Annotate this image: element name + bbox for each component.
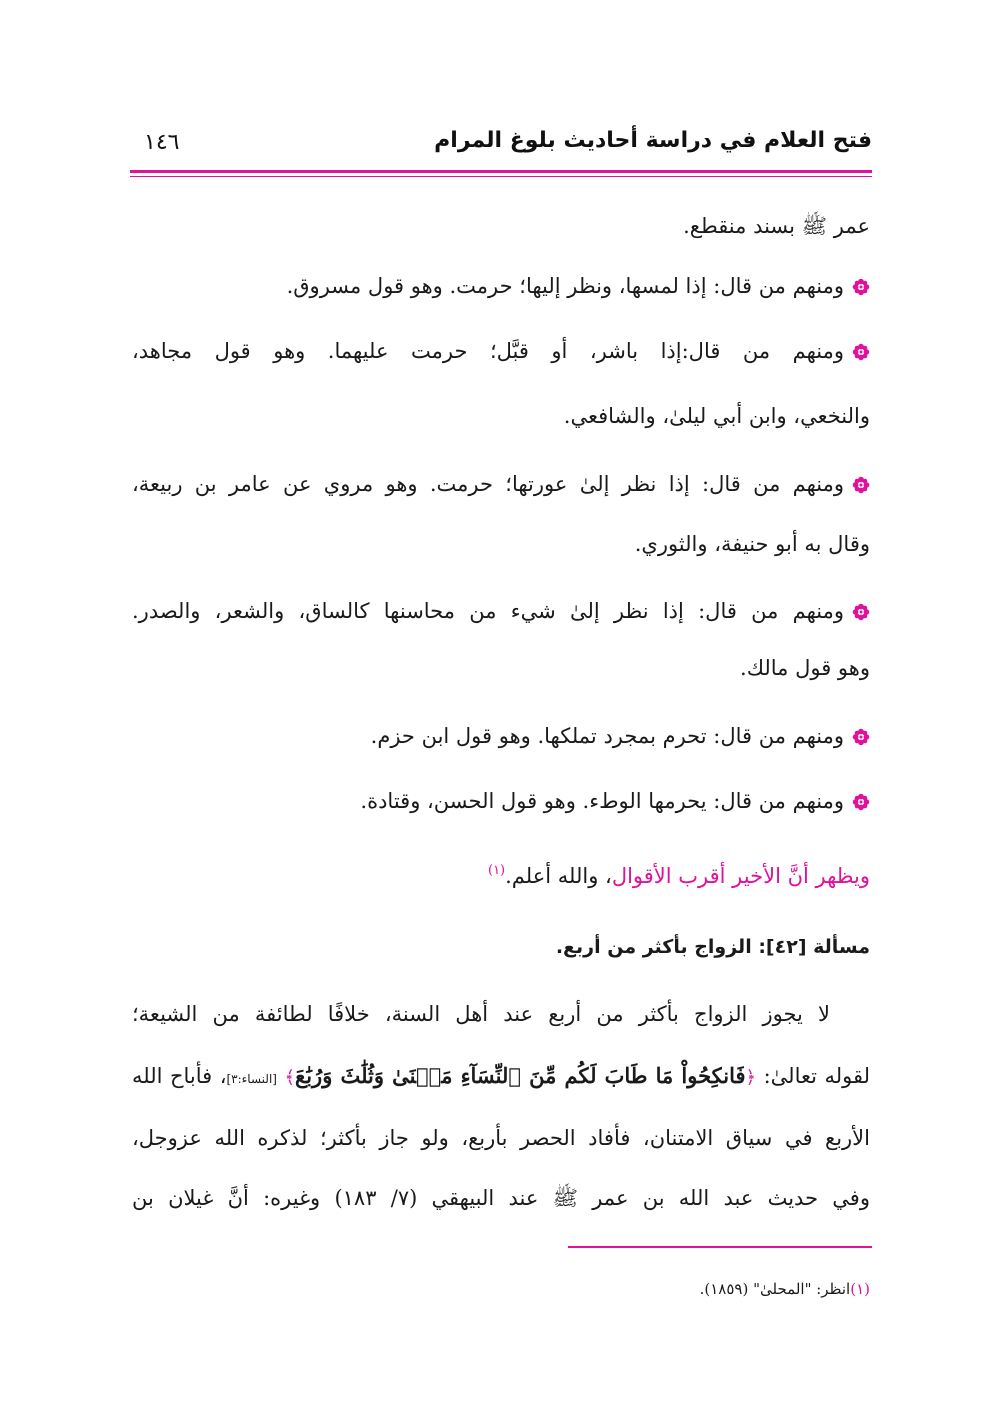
header-rule: [130, 170, 872, 173]
line-text: ، والله أعلم.: [505, 864, 612, 888]
quran-bracket-close: ﴾: [284, 1067, 296, 1088]
opinion-item: [287, 270, 870, 302]
paragraph-line: [132, 998, 870, 1030]
flower-ornament-icon: [852, 476, 870, 494]
opinion-item: [132, 595, 870, 627]
line-text: ومنهم من قال: يحرمها الوطء. وهو قول الحسن، وقتادة.: [360, 789, 844, 813]
line-text: ومنهم من قال:إذا باشر، أو قبَّل؛ حرمت عليهما. وهو قول مجاهد،: [132, 339, 844, 363]
header-rule-thin: [130, 176, 872, 177]
line-text: وفي حديث عبد الله بن عمر ﷺ عند البيهقي (٧/ ١٨٣) وغيره: أنَّ غيلان بن: [132, 1186, 870, 1210]
quran-bracket-open: ﴿: [745, 1067, 757, 1088]
footnote-number: (١): [850, 1280, 870, 1298]
flower-ornament-icon: [852, 793, 870, 811]
section-heading: [556, 930, 870, 963]
line-text: ومنهم من قال: إذا نظر إلىٰ عورتها؛ حرمت. وهو مروي عن عامر بن ربيعة،: [132, 472, 844, 496]
line-text: ومنهم من قال: تحرم بمجرد تملكها. وهو قول ابن حزم.: [370, 724, 844, 748]
flower-ornament-icon: [852, 728, 870, 746]
line-text: وقال به أبو حنيفة، والثوري.: [634, 532, 870, 556]
line-text: عمر ﷺ بسند منقطع.: [683, 214, 870, 238]
line-text: الأربع في سياق الامتنان، فأفاد الحصر بأربع، ولو جاز بأكثر؛ لذكره الله عزوجل،: [132, 1126, 870, 1150]
issue-heading: مسألة [٤٢]: الزواج بأكثر من أربع.: [555, 936, 870, 958]
line-text: لقوله تعالىٰ:: [756, 1064, 870, 1088]
opinion-item: [371, 720, 870, 752]
paragraph-line: [132, 1060, 870, 1095]
paragraph-line: [132, 1182, 870, 1214]
text-line: [683, 210, 870, 242]
text-line: [564, 400, 870, 432]
quran-verse: فَانكِحُواْ مَا طَابَ لَكُم مِّنَ ٱلنِّسَآءِ مَثۡنَىٰ وَثُلَٰثَ وَرُبَٰعَ: [295, 1063, 746, 1088]
footnote-text: انظر: "المحلىٰ" (١٨٥٩).: [699, 1280, 851, 1298]
flower-ornament-icon: [852, 343, 870, 361]
opinion-item: [132, 468, 870, 500]
preferred-opinion: [488, 855, 870, 892]
footnote: [700, 1280, 870, 1298]
line-text: ، فأباح الله: [132, 1064, 227, 1088]
flower-ornament-icon: [852, 603, 870, 621]
paragraph-line: [132, 1122, 870, 1154]
line-text: وهو قول مالك.: [740, 656, 870, 680]
book-title: فتح العلام في دراسة أحاديث بلوغ المرام: [434, 128, 872, 153]
text-line: [635, 528, 870, 560]
line-text: لا يجوز الزواج بأكثر من أربع عند أهل السنة، خلافًا لطائفة من الشيعة؛: [132, 1002, 830, 1026]
page-number: ١٤٦: [144, 130, 180, 155]
line-text: ومنهم من قال: إذا نظر إلىٰ شيء من محاسنها كالساق، والشعر، والصدر.: [132, 599, 844, 623]
footnote-marker[interactable]: (١): [487, 863, 506, 878]
text-line: [740, 652, 870, 684]
verse-reference: [النساء:٣]: [226, 1072, 277, 1086]
line-text: والنخعي، وابن أبي ليلىٰ، والشافعي.: [563, 404, 870, 428]
page-header: [134, 128, 872, 168]
opinion-item: [360, 785, 870, 817]
preferred-opinion-highlight: ويظهر أنَّ الأخير أقرب الأقوال: [611, 864, 870, 888]
line-text: ومنهم من قال: إذا لمسها، ونظر إليها؛ حرمت. وهو قول مسروق.: [286, 274, 844, 298]
opinion-item: [132, 335, 870, 367]
footnote-rule: [568, 1246, 872, 1248]
flower-ornament-icon: [852, 278, 870, 296]
